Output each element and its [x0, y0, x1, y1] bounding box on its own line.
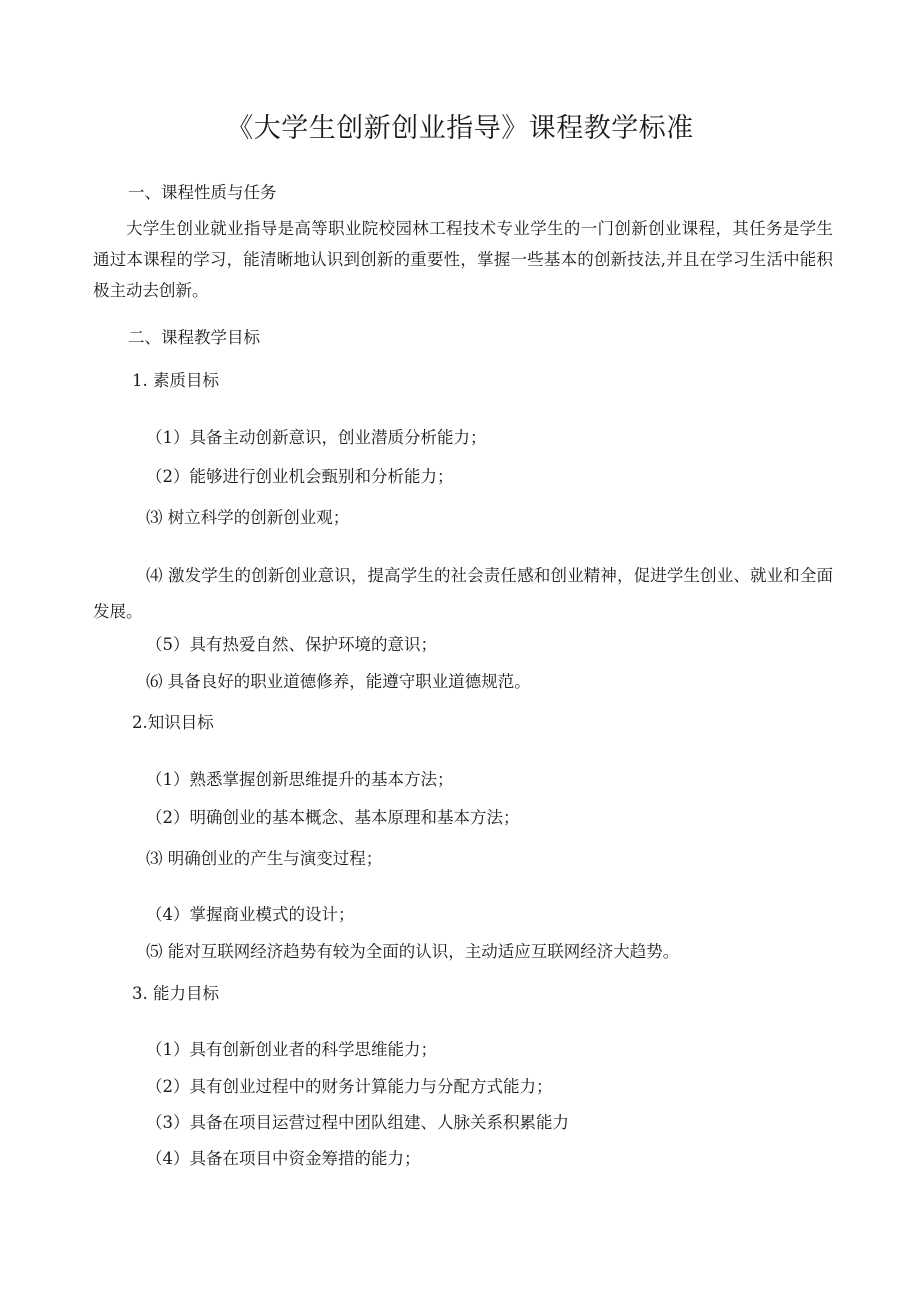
course-nature-paragraph: 大学生创业就业指导是高等职业院校园林工程技术专业学生的一门创新创业课程，其任务是学生通过本课程的学习，能清晰地认识到创新的重要性，掌握一些基本的创新技法,并且在学习生活中能积极主动去创新。 — [93, 219, 833, 300]
knowledge-goal-item: （1）熟悉掌握创新思维提升的基本方法； — [146, 770, 454, 789]
subheading-ability-goals: 3. 能力目标 — [132, 984, 219, 1003]
quality-goal-item: （2）能够进行创业机会甄别和分析能力； — [146, 467, 454, 486]
quality-goal-item: （1）具备主动创新意识，创业潜质分析能力； — [146, 428, 487, 447]
ability-goal-item: （3）具备在项目运营过程中团队组建、人脉关系积累能力 — [146, 1113, 569, 1132]
quality-goal-item: （5）具有热爱自然、保护环境的意识； — [146, 635, 437, 654]
quality-goal-item: ⑹ 具备良好的职业道德修养，能遵守职业道德规范。 — [146, 672, 531, 691]
ability-goal-item: （4）具备在项目中资金筹措的能力； — [146, 1149, 421, 1168]
subheading-quality-goals: 1. 素质目标 — [132, 371, 219, 390]
section-heading-teaching-goals: 二、课程教学目标 — [128, 328, 260, 347]
document-title: 《大学生创新创业指导》课程教学标准 — [226, 113, 694, 144]
knowledge-goal-item: ⑸ 能对互联网经济趋势有较为全面的认识，主动适应互联网经济大趋势。 — [146, 942, 680, 961]
ability-goal-item: （2）具有创业过程中的财务计算能力与分配方式能力； — [146, 1077, 553, 1096]
section-heading-course-nature: 一、课程性质与任务 — [128, 183, 277, 202]
knowledge-goal-item: （4）掌握商业模式的设计； — [146, 905, 355, 924]
subheading-knowledge-goals: 2.知识目标 — [132, 713, 214, 732]
knowledge-goal-item: （2）明确创业的基本概念、基本原理和基本方法； — [146, 808, 520, 827]
quality-goal-item: ⑶ 树立科学的创新创业观； — [146, 508, 350, 527]
ability-goal-item: （1）具有创新创业者的科学思维能力； — [146, 1040, 437, 1059]
quality-goal-item: ⑷ 激发学生的创新创业意识，提高学生的社会责任感和创业精神，促进学生创业、就业和全面发展。 — [93, 566, 833, 621]
knowledge-goal-item: ⑶ 明确创业的产生与演变过程； — [146, 849, 383, 868]
